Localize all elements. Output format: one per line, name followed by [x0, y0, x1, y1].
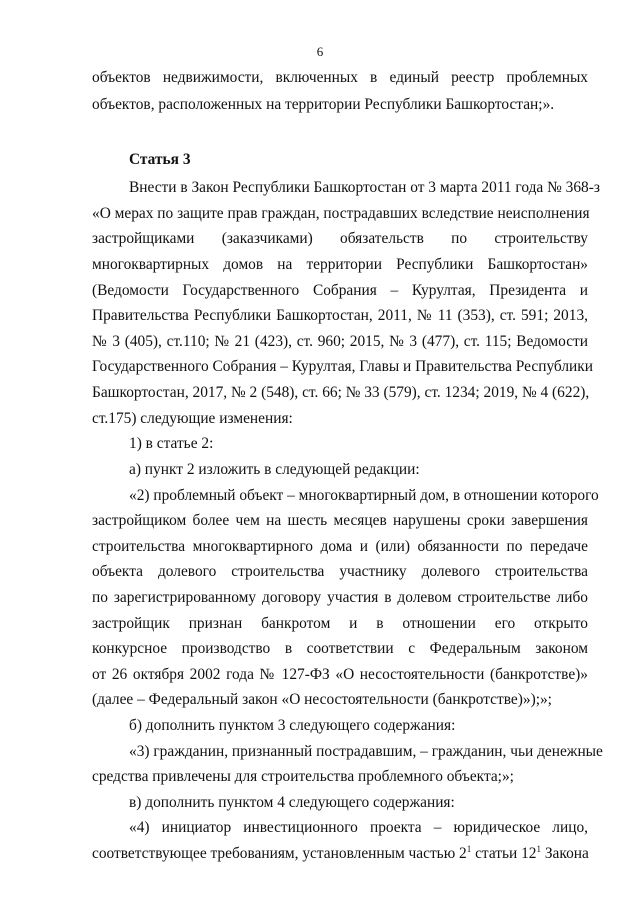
- text-line: (далее – Федеральный закон «О несостоятельности (банкротстве)»);»;: [92, 691, 552, 708]
- text-fragment: Закона: [540, 845, 589, 862]
- superscript: 1: [466, 844, 472, 854]
- text-fragment: соответствующее требованиям, установленным частью 2: [92, 845, 467, 862]
- text-line: Башкортостан, 2017, № 2 (548), ст. 66; № 33 (579), ст. 1234; 2019, № 4 (622),: [92, 384, 590, 401]
- text-line: Внести в Закон Республики Башкортостан от 3 марта 2011 года № 368-з: [129, 179, 600, 196]
- list-item: 1) в статье 2:: [129, 435, 214, 452]
- text-line: объектов, расположенных на территории Республики Башкортостан;».: [92, 96, 555, 113]
- text-line: «4) инициатор инвестиционного проекта – юридическое лицо,: [129, 819, 588, 836]
- text-line: [92, 844, 588, 864]
- text-line: «2) проблемный объект – многоквартирный дом, в отношении которого: [129, 487, 599, 504]
- text-line: Правительства Республики Башкортостан, 2011, № 11 (353), ст. 591; 2013,: [92, 307, 588, 324]
- text-line: объектов недвижимости, включенных в единый реестр проблемных: [92, 69, 588, 86]
- text-line: конкурсное производство в соответствии с Федеральным законом: [92, 640, 588, 657]
- text-line: средства привлечены для строительства проблемного объекта;»;: [92, 768, 514, 785]
- list-item: а) пункт 2 изложить в следующей редакции:: [129, 461, 420, 478]
- text-line: строительства многоквартирного дома и (или) обязанности по передаче: [92, 538, 588, 555]
- text-line: по зарегистрированному договору участия в долевом строительстве либо: [92, 589, 588, 606]
- text-line: застройщик признан банкротом и в отношении его открыто: [92, 615, 588, 632]
- text-line: от 26 октября 2002 года № 127-ФЗ «О несостоятельности (банкротстве)»: [92, 666, 588, 683]
- text-fragment: статьи 12: [471, 845, 537, 862]
- list-item: в) дополнить пунктом 4 следующего содержания:: [129, 794, 455, 811]
- article-heading: Статья 3: [129, 151, 191, 168]
- text-line: «О мерах по защите прав граждан, пострадавших вследствие неисполнения: [92, 205, 590, 222]
- text-line: многоквартирных домов на территории Республики Башкортостан»: [92, 256, 588, 273]
- text-line: № 3 (405), ст.110; № 21 (423), ст. 960; 2015, № 3 (477), ст. 115; Ведомости: [92, 333, 588, 350]
- text-line: «3) гражданин, признанный пострадавшим, – гражданин, чьи денежные: [129, 743, 603, 760]
- text-line: Государственного Собрания – Курултая, Главы и Правительства Республики: [92, 358, 594, 375]
- page-number: 6: [316, 44, 324, 59]
- text-line: застройщиками (заказчиками) обязательств по строительству: [92, 230, 588, 247]
- text-line: объекта долевого строительства участнику долевого строительства: [92, 563, 588, 580]
- text-line: (Ведомости Государственного Собрания – Курултая, Президента и: [92, 282, 588, 299]
- list-item: б) дополнить пунктом 3 следующего содержания:: [129, 717, 456, 734]
- text-line: ст.175) следующие изменения:: [92, 410, 293, 427]
- text-line: застройщиком более чем на шесть месяцев нарушены сроки завершения: [92, 512, 588, 529]
- superscript: 1: [536, 844, 541, 854]
